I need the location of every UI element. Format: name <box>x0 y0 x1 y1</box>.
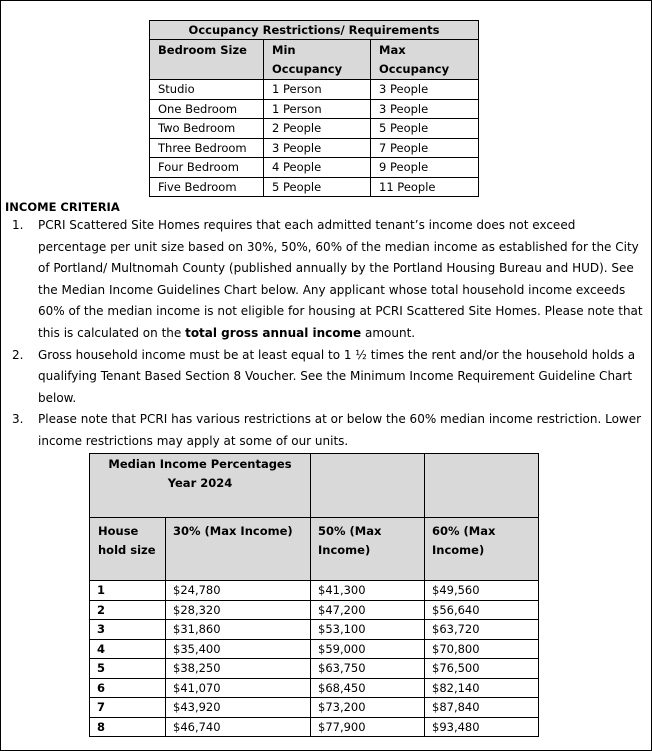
table-cell: $87,840 <box>425 698 539 718</box>
table-cell: 6 <box>90 678 166 698</box>
median-income-table <box>89 453 539 737</box>
table-cell: 5 People <box>264 177 371 197</box>
occupancy-header-max: Max Occupancy <box>371 40 479 80</box>
criteria-text: Gross household income must be at least equal to 1 ½ times the rent and/or the household holds a qualifying Tenant Based Section 8 Voucher. See the Minimum Income Requirement Guideline Chart below. <box>38 347 636 405</box>
table-cell: 2 <box>90 600 166 620</box>
table-row <box>90 717 539 737</box>
table-cell: 3 People <box>371 99 479 119</box>
table-cell: 3 <box>90 620 166 640</box>
table-cell: 9 People <box>371 158 479 178</box>
table-cell: $31,860 <box>166 620 311 640</box>
median-header-household-size: House hold size <box>90 518 166 581</box>
table-cell: $49,560 <box>425 581 539 601</box>
table-cell: 3 People <box>371 80 479 100</box>
median-table-caption <box>90 454 311 518</box>
table-cell: 1 Person <box>264 99 371 119</box>
table-cell: 7 <box>90 698 166 718</box>
table-cell: Five Bedroom <box>150 177 264 197</box>
table-cell: $68,450 <box>311 678 425 698</box>
table-row <box>150 80 479 100</box>
median-header-50: 50% (Max Income) <box>311 518 425 581</box>
table-cell: $70,800 <box>425 639 539 659</box>
table-row <box>90 581 539 601</box>
list-number: 3. <box>12 412 24 427</box>
table-cell: $53,100 <box>311 620 425 640</box>
table-cell: 8 <box>90 717 166 737</box>
table-cell: $35,400 <box>166 639 311 659</box>
table-row <box>150 177 479 197</box>
table-cell: $24,780 <box>166 581 311 601</box>
table-cell: 5 People <box>371 119 479 139</box>
table-cell: $93,480 <box>425 717 539 737</box>
table-row <box>90 600 539 620</box>
criteria-text: PCRI Scattered Site Homes requires that each admitted tenant’s income does not exceed percentage per unit size based on 30%, 50%, 60% of the median income as established for the City of Portland/ Multnomah County (published annually by the Portland Housing Bureau and HUD). See the Median Income Guidelines Chart below. Any applicant whose total household income exceeds 60% of the median income is not eligible for housing at PCRI Scattered Site Homes. Please note that this is calculated on the <box>38 218 643 340</box>
empty-cell <box>425 454 539 518</box>
occupancy-header-bedroom-size: Bedroom Size <box>150 40 264 80</box>
table-cell: $38,250 <box>166 659 311 679</box>
table-cell: $82,140 <box>425 678 539 698</box>
criteria-text: Please note that PCRI has various restrictions at or below the 60% median income restriction. Lower income restrictions may apply at some of our units. <box>38 412 642 448</box>
table-cell: One Bedroom <box>150 99 264 119</box>
table-cell: $28,320 <box>166 600 311 620</box>
criteria-bold-text: total gross annual income <box>185 325 362 340</box>
table-cell: $47,200 <box>311 600 425 620</box>
table-cell: $63,720 <box>425 620 539 640</box>
list-number: 2. <box>12 347 24 362</box>
occupancy-table <box>149 20 479 197</box>
table-row <box>90 698 539 718</box>
median-table-caption-line1: Median Income Percentages <box>108 457 292 471</box>
list-item <box>1 345 649 410</box>
occupancy-header-min: Min Occupancy <box>264 40 371 80</box>
table-row <box>150 119 479 139</box>
median-header-60: 60% (Max Income) <box>425 518 539 581</box>
table-cell: Two Bedroom <box>150 119 264 139</box>
income-criteria-list <box>1 215 649 453</box>
table-cell: $77,900 <box>311 717 425 737</box>
table-cell: 1 Person <box>264 80 371 100</box>
table-cell: 11 People <box>371 177 479 197</box>
table-row <box>150 138 479 158</box>
table-row <box>90 678 539 698</box>
list-item <box>1 215 649 345</box>
table-cell: 4 <box>90 639 166 659</box>
table-cell: 4 People <box>264 158 371 178</box>
list-item <box>1 409 649 452</box>
median-header-30: 30% (Max Income) <box>166 518 311 581</box>
table-cell: 1 <box>90 581 166 601</box>
income-criteria-heading: INCOME CRITERIA <box>5 200 120 214</box>
table-cell: 5 <box>90 659 166 679</box>
median-table-caption-line2: Year 2024 <box>167 476 233 490</box>
table-row <box>150 99 479 119</box>
table-cell: Four Bedroom <box>150 158 264 178</box>
table-row <box>150 158 479 178</box>
occupancy-table-title: Occupancy Restrictions/ Requirements <box>150 21 479 40</box>
table-cell: Three Bedroom <box>150 138 264 158</box>
table-cell: $41,070 <box>166 678 311 698</box>
table-cell: 2 People <box>264 119 371 139</box>
table-cell: $59,000 <box>311 639 425 659</box>
table-cell: $76,500 <box>425 659 539 679</box>
table-cell: $46,740 <box>166 717 311 737</box>
table-cell: $56,640 <box>425 600 539 620</box>
table-cell: $43,920 <box>166 698 311 718</box>
list-number: 1. <box>12 218 24 232</box>
criteria-text-end: amount. <box>361 325 416 340</box>
table-cell: Studio <box>150 80 264 100</box>
table-row <box>90 639 539 659</box>
table-row <box>90 620 539 640</box>
table-cell: $41,300 <box>311 581 425 601</box>
table-cell: $63,750 <box>311 659 425 679</box>
table-row <box>90 659 539 679</box>
empty-cell <box>311 454 425 518</box>
table-cell: $73,200 <box>311 698 425 718</box>
table-cell: 3 People <box>264 138 371 158</box>
table-cell: 7 People <box>371 138 479 158</box>
